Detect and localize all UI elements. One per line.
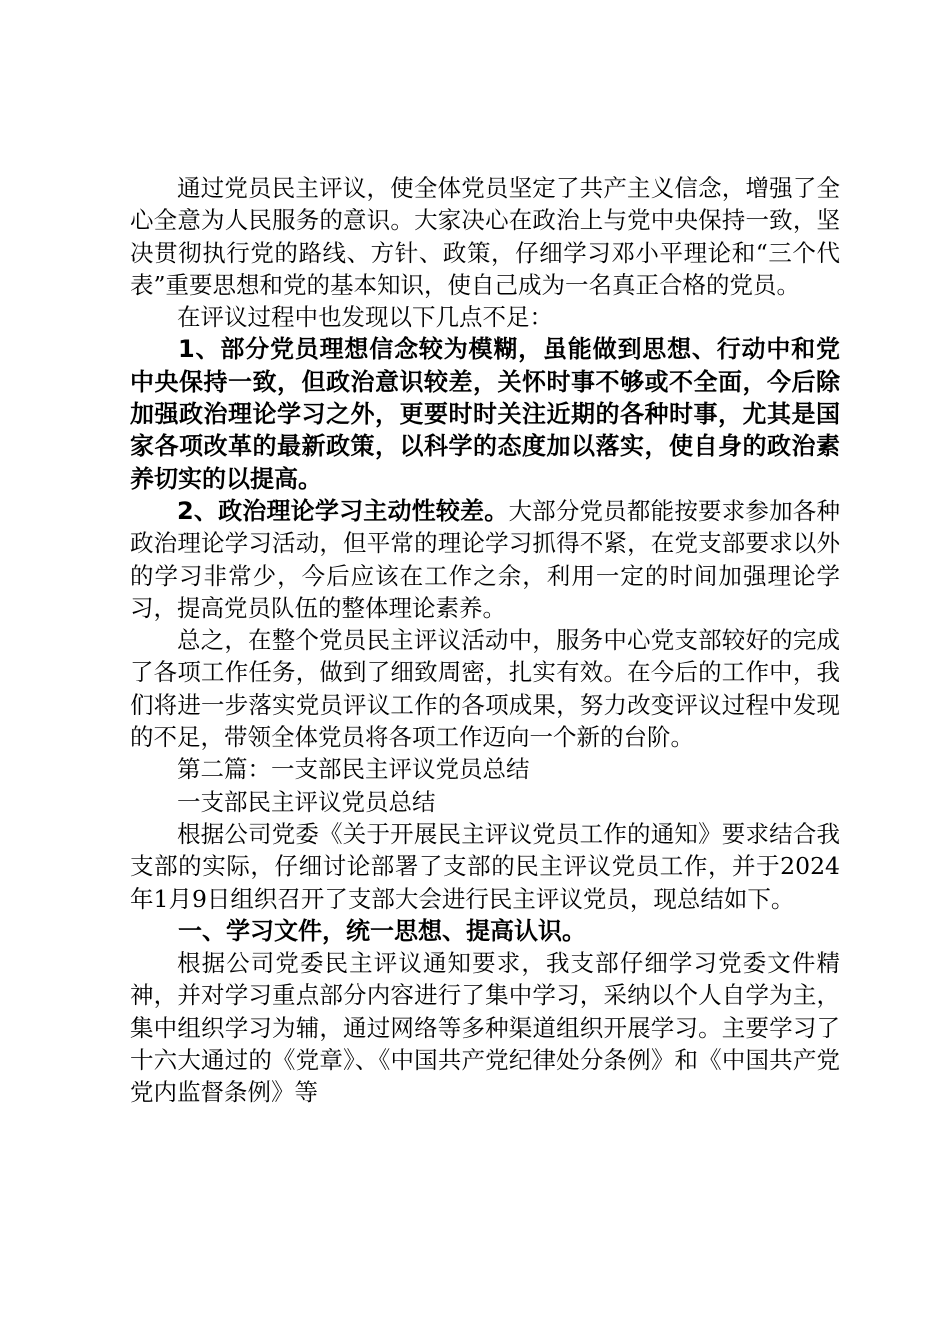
paragraph-part-two-subtitle: 一支部民主评议党员总结 bbox=[177, 787, 436, 816]
paragraph-conclusion: 总之，在整个党员民主评议活动中，服务中心党支部较好的完成了各项工作任务，做到了细致周密，扎实有效。在今后的工作中，我们将进一步落实党员评议工作的各项成果，努力改变评议过程中发现的不足，带领全体党员将各项工作迈向一个新的台阶。 bbox=[130, 626, 840, 752]
shortcoming-2-heading: 2、政治理论学习主动性较差。 bbox=[177, 496, 509, 525]
document-body bbox=[130, 172, 840, 1109]
paragraph-summary-result: 通过党员民主评议，使全体党员坚定了共产主义信念，增强了全心全意为人民服务的意识。大家决心在政治上与党中央保持一致，坚决贯彻执行党的路线、方针、政策，仔细学习邓小平理论和“三个代表”重要思想和党的基本知识，使自己成为一名真正合格的党员。 bbox=[130, 174, 840, 299]
paragraph-part-two-title: 第二篇：一支部民主评议党员总结 bbox=[177, 755, 530, 784]
paragraph-shortcoming-2 bbox=[130, 495, 840, 624]
paragraph-part-two-intro: 根据公司党委《关于开展民主评议党员工作的通知》要求结合我支部的实际，仔细讨论部署了支部的民主评议党员工作，并于2024年1月9日组织召开了支部大会进行民主评议党员，现总结如下。 bbox=[130, 819, 840, 913]
paragraph-shortcomings-intro: 在评议过程中也发现以下几点不足： bbox=[177, 303, 553, 332]
paragraph-shortcoming-1: 1、部分党员理想信念较为模糊，虽能做到思想、行动中和党中央保持一致，但政治意识较差，关怀时事不够或不全面，今后除加强政治理论学习之外，更要时时关注近期的各种时事，尤其是国家各项改革的最新政策，以科学的态度加以落实，使自身的政治素养切实的以提高。 bbox=[130, 335, 840, 493]
shortcoming-2-text: 大部分党员都能按要求参加各种政治理论学习活动，但平常的理论学习抓得不紧，在党支部要求以外的学习非常少，今后应该在工作之余，利用一定的时间加强理论学习，提高党员队伍的整体理论素养。 bbox=[130, 496, 841, 622]
paragraph-study-details: 根据公司党委民主评议通知要求，我支部仔细学习党委文件精神，并对学习重点部分内容进行了集中学习，采纳以个人自学为主，集中组织学习为辅，通过网络等多种渠道组织开展学习。主要学习了十六大通过的《党章》、《中国共产党纪律处分条例》和《中国共产党党内监督条例》等 bbox=[130, 949, 840, 1107]
section-heading-study: 一、学习文件，统一思想、提高认识。 bbox=[178, 916, 586, 945]
